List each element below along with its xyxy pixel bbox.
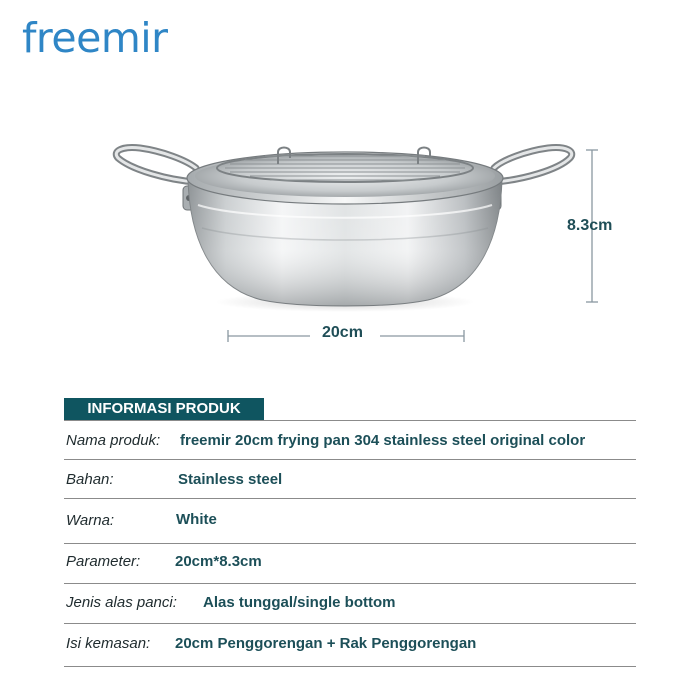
info-row-bahan bbox=[64, 460, 636, 499]
info-section-title: INFORMASI PRODUK bbox=[64, 398, 264, 420]
height-label: 8.3cm bbox=[567, 217, 613, 234]
info-value: White bbox=[176, 511, 217, 528]
width-label: 20cm bbox=[322, 324, 363, 341]
info-value: Alas tunggal/single bottom bbox=[203, 594, 396, 611]
brand-logo: freemir bbox=[22, 14, 168, 62]
info-row-warna bbox=[64, 499, 636, 544]
info-row-isi-kemasan bbox=[64, 624, 636, 667]
info-label: Nama produk: bbox=[66, 432, 161, 449]
info-value: 20cm Penggorengan + Rak Penggorengan bbox=[175, 635, 477, 652]
left-handle bbox=[116, 148, 196, 210]
info-label: Bahan: bbox=[66, 471, 114, 488]
info-row-parameter bbox=[64, 544, 636, 584]
info-label: Jenis alas panci: bbox=[66, 594, 177, 611]
info-row-jenis-alas-panci bbox=[64, 584, 636, 624]
info-row-nama-produk bbox=[64, 421, 636, 460]
info-value: 20cm*8.3cm bbox=[175, 553, 262, 570]
info-label: Parameter: bbox=[66, 553, 141, 570]
info-value: Stainless steel bbox=[178, 471, 283, 488]
info-value: freemir 20cm frying pan 304 stainless steel original color bbox=[180, 432, 586, 449]
info-label: Isi kemasan: bbox=[66, 635, 151, 652]
info-label: Warna: bbox=[66, 512, 115, 529]
